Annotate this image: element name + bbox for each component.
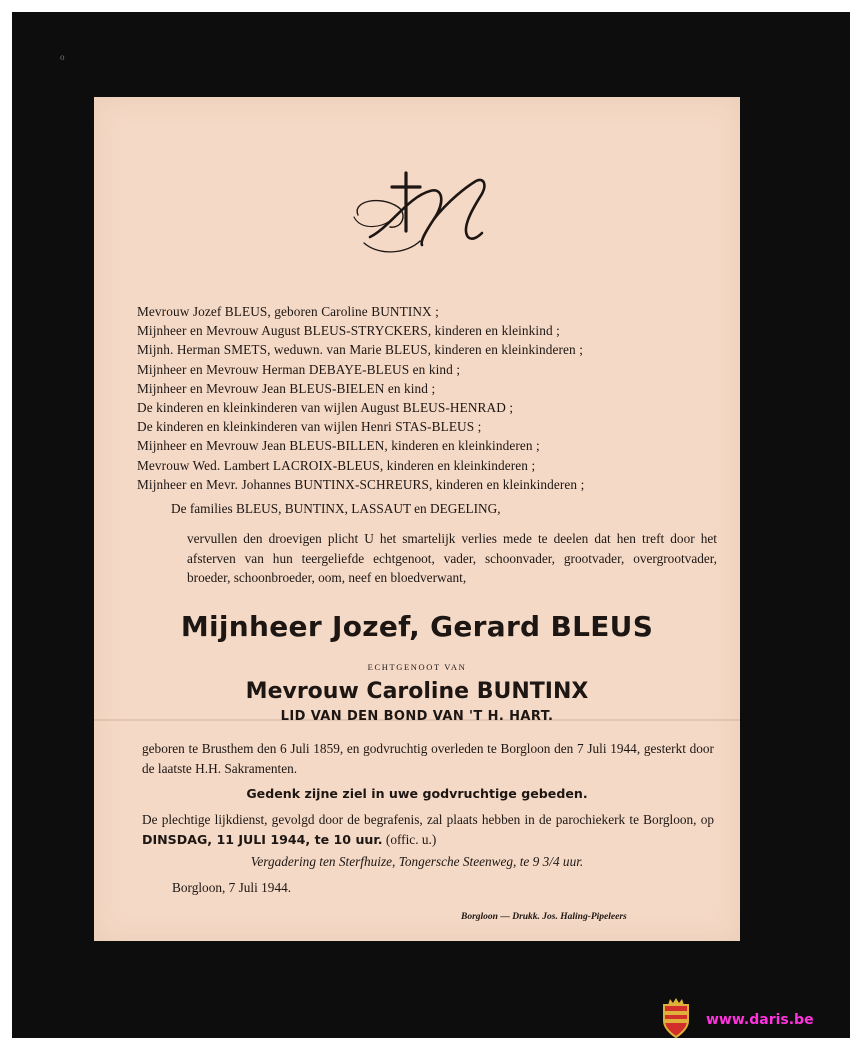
service-paragraph xyxy=(142,810,714,849)
mourner-line: Mijnheer en Mevrouw Herman DEBAYE-BLEUS en kind ; xyxy=(137,361,461,377)
meeting-line: Vergadering ten Sterfhuize, Tongersche Steenweg, te 9 3/4 uur. xyxy=(250,854,584,869)
mourner-line: Mevrouw Jozef BLEUS, geboren Caroline BUNTINX ; xyxy=(137,304,439,319)
mourner-line: Mijnheer en Mevrouw August BLEUS-STRYCKERS, kinderen en kleinkind ; xyxy=(137,323,560,339)
frame-mark: o xyxy=(60,52,65,62)
mourner-line: De kinderen en kleinkinderen van wijlen Henri STAS-BLEUS ; xyxy=(137,419,482,435)
cross-monogram-icon xyxy=(350,167,500,259)
widow-name: Mevrouw Caroline BUNTINX xyxy=(245,679,589,704)
watermark-url[interactable]: www.daris.be xyxy=(706,1012,814,1028)
spouse-of-label: ECHTGENOOT VAN xyxy=(367,662,467,672)
memorial-card xyxy=(94,97,740,941)
mourner-line: Mijnheer en Mevrouw Jean BLEUS-BILLEN, kinderen en kleinkinderen ; xyxy=(137,438,540,454)
prayer-line: Gedenk zijne ziel in uwe godvruchtige gebeden. xyxy=(246,786,588,801)
membership-line: LID VAN DEN BOND VAN 'T H. HART. xyxy=(280,709,554,724)
printer-credit: Borgloon — Drukk. Jos. Haling-Pipeleers xyxy=(461,912,627,922)
mourner-line: Mijnheer en Mevr. Johannes BUNTINX-SCHREURS, kinderen en kleinkinderen ; xyxy=(137,476,585,492)
birth-death-text: geboren te Brusthem den 6 Juli 1859, en godvruchtig overleden te Borgloon den 7 Juli 1944, gesterkt door de laatste H.H. Sakramenten. xyxy=(142,741,714,776)
service-date: DINSDAG, 11 JULI 1944, te 10 uur. xyxy=(142,831,383,847)
mourner-line: Mevrouw Wed. Lambert LACROIX-BLEUS, kinderen en kleinkinderen ; xyxy=(137,457,536,473)
mourner-line: Mijnheer en Mevrouw Jean BLEUS-BIELEN en kind ; xyxy=(137,380,436,396)
mourner-line: De kinderen en kleinkinderen van wijlen August BLEUS-HENRAD ; xyxy=(137,400,514,416)
deceased-name: Mijnheer Jozef, Gerard BLEUS xyxy=(180,610,654,643)
service-text: De plechtige lijkdienst, gevolgd door de begrafenis, zal plaats hebben in de parochiekerk te Borgloon, op xyxy=(142,812,714,827)
announcement-text: vervullen den droevigen plicht U het smartelijk verlies mede te deelen dat hen treft door het afsterven van hun teergeliefde echtgenoot, vader, schoonvader, grootvader, overgrootvader, broeder, schoonbroeder, oom, neef en bloedverwant, xyxy=(187,531,717,585)
families-line: De families BLEUS, BUNTINX, LASSAUT en DEGELING, xyxy=(171,501,501,516)
place-date: Borgloon, 7 Juli 1944. xyxy=(172,880,292,895)
coat-of-arms-icon xyxy=(658,997,694,1039)
service-note: (offic. u.) xyxy=(385,831,437,847)
mourner-line: Mijnh. Herman SMETS, weduwn. van Marie BLEUS, kinderen en kleinkinderen ; xyxy=(137,342,584,358)
mourners-list xyxy=(137,302,584,494)
